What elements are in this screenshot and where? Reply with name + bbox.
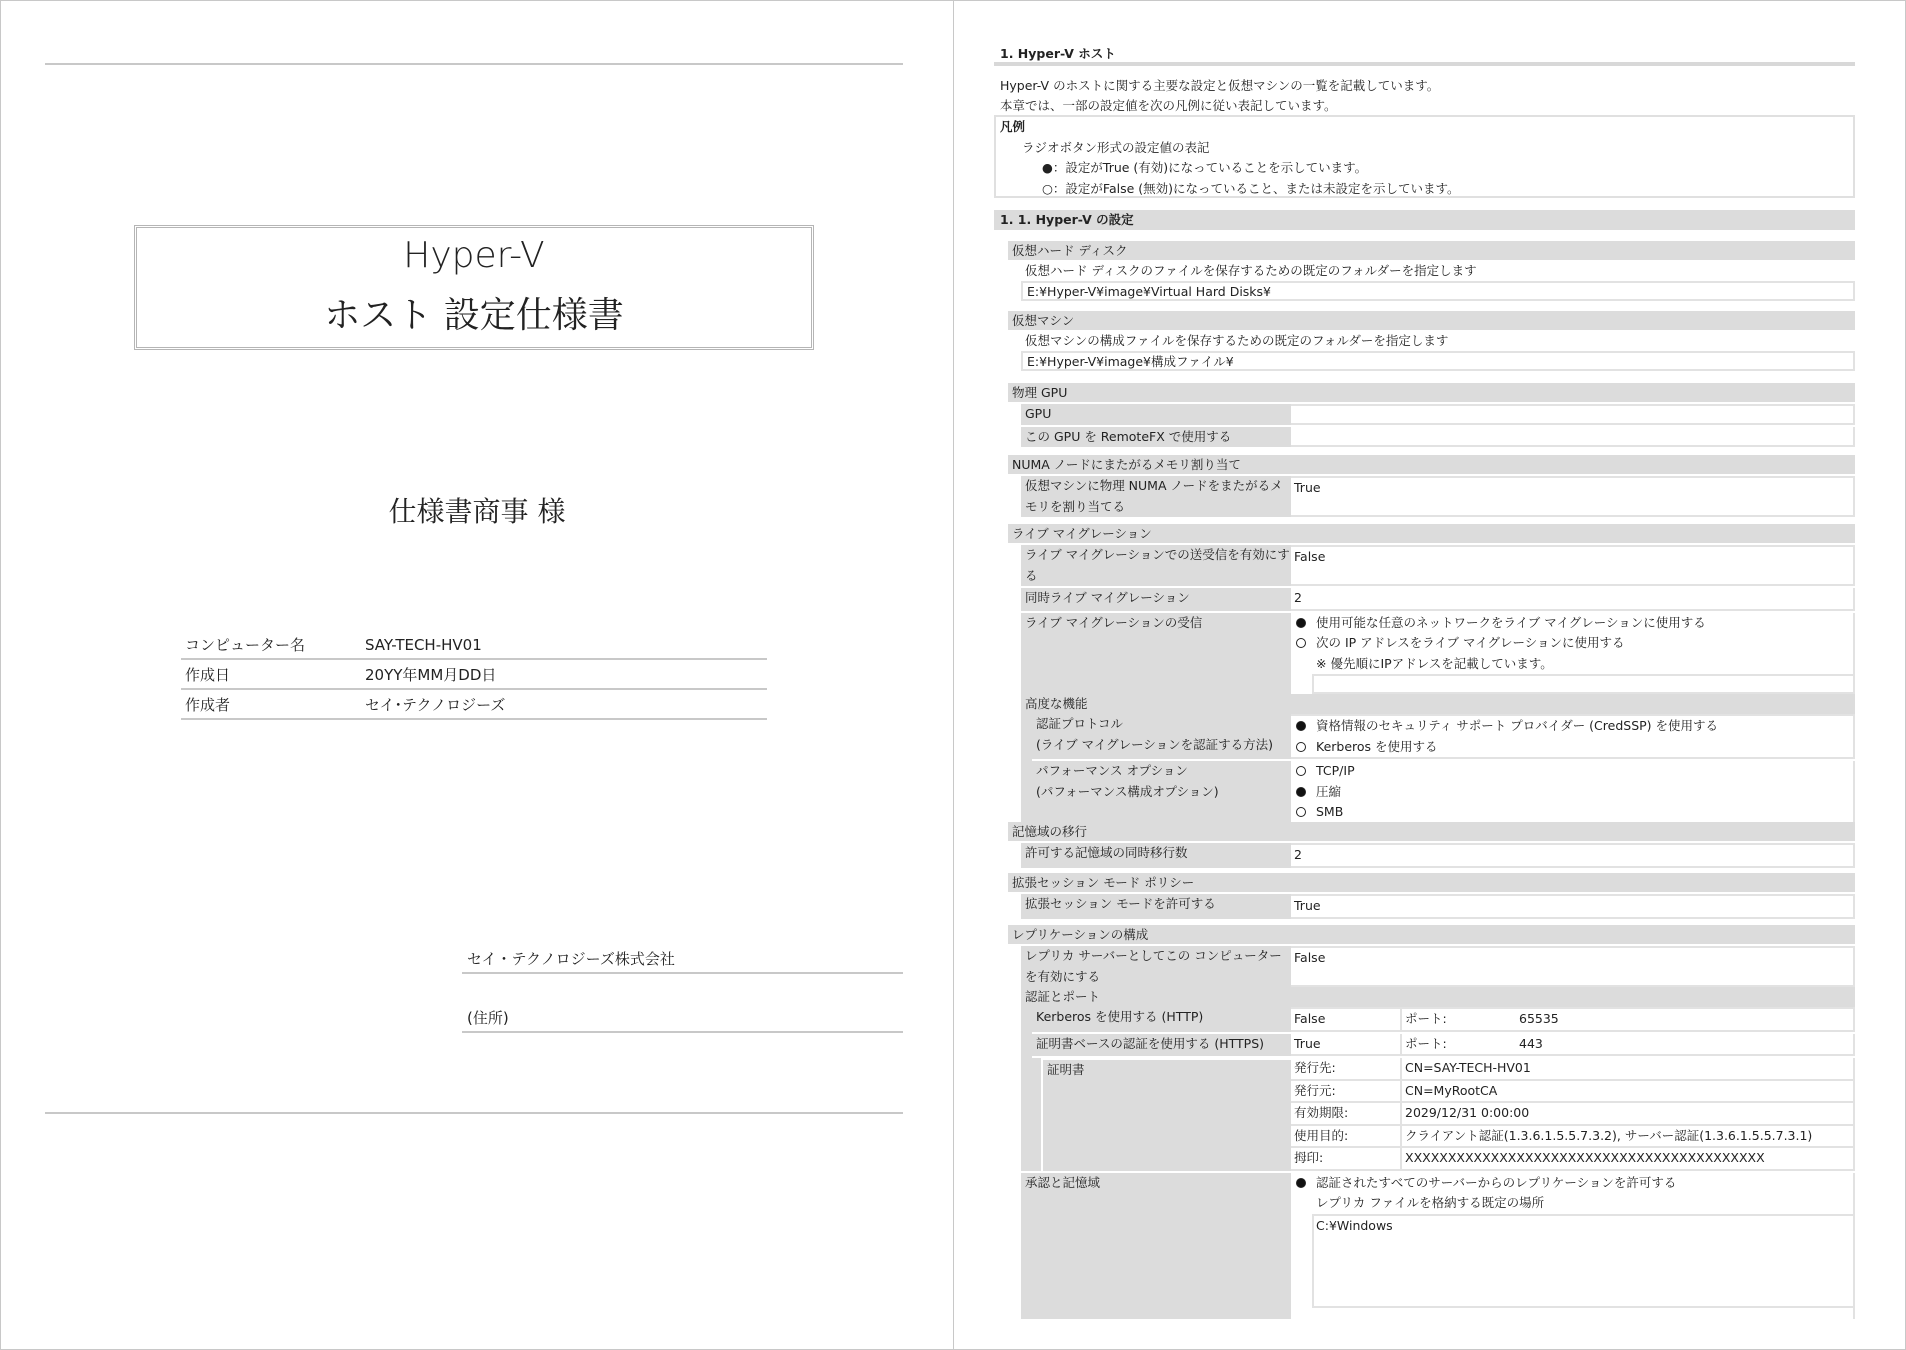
group-header: ライブ マイグレーション (1008, 524, 1855, 543)
vhd-group (994, 241, 1855, 301)
row-value (1291, 427, 1855, 448)
doc-title: Hyper-V (403, 235, 545, 276)
row-value: 2 (1291, 843, 1855, 868)
row-label: この GPU を RemoteFX で使用する (1021, 427, 1291, 448)
radio-off-icon (1296, 742, 1306, 752)
row-value (1291, 404, 1855, 425)
row-label: 証明書 (1043, 1058, 1291, 1171)
table-row (1021, 474, 1855, 517)
port-value: 65535 (1519, 1011, 1559, 1026)
table-row (1021, 611, 1855, 695)
chapter-heading: 1. Hyper-V ホスト (994, 45, 1855, 66)
replication-group (994, 925, 1855, 1319)
advanced-features (1021, 714, 1855, 825)
subgroup-header: 認証とポート (1021, 987, 1855, 1007)
cert-details (1291, 1058, 1855, 1171)
section-heading: 1. 1. Hyper-V の設定 (994, 210, 1855, 230)
info-label: 作成者 (185, 696, 231, 714)
store-label: レプリカ ファイルを格納する既定の場所 (1316, 1195, 1545, 1210)
row-value: 2 (1291, 588, 1855, 611)
legend-off: ○：設定がFalse (無効)になっていること、または未設定を示しています。 (1042, 180, 1460, 196)
radio-off-icon (1296, 638, 1306, 648)
table-row (1021, 402, 1855, 425)
radio-option (1294, 782, 1853, 803)
label-line: 認証プロトコル (1036, 716, 1124, 731)
row-value: True (1291, 894, 1855, 919)
option-label: Kerberos を使用する (1316, 738, 1438, 754)
group-header: NUMA ノードにまたがるメモリ割り当て (1008, 455, 1855, 474)
cert-label-cell (1032, 1058, 1291, 1171)
company-name: セイ・テクノロジーズ株式会社 (462, 944, 903, 974)
numa-group (994, 455, 1855, 517)
radio-off-icon (1296, 807, 1306, 817)
group-header: 物理 GPU (1008, 383, 1855, 402)
row-value (1291, 761, 1855, 825)
cert-key: 有効期限: (1291, 1103, 1402, 1126)
live-migration-group (994, 524, 1855, 825)
table-row (1032, 714, 1855, 759)
row-value: False (1291, 1007, 1402, 1032)
port-label: ポート: (1405, 1035, 1447, 1051)
row-label: ライブ マイグレーションの受信 (1021, 613, 1291, 695)
port-cell (1402, 1034, 1855, 1057)
info-row (181, 690, 767, 720)
intro-text: Hyper-V のホストに関する主要な設定と仮想マシンの一覧を記載しています。 (1000, 78, 1440, 93)
option-label: SMB (1316, 804, 1344, 819)
storage-migration-group (994, 822, 1855, 868)
info-label: コンピューター名 (185, 636, 306, 654)
row-value (1291, 613, 1855, 695)
info-value: 20YY年MM月DD日 (365, 666, 497, 684)
cert-value: CN=MyRootCA (1402, 1081, 1855, 1104)
row-label: 証明書ベースの認証を使用する (HTTPS) (1032, 1034, 1291, 1057)
ip-list-field (1312, 674, 1853, 694)
cert-key: 発行元: (1291, 1081, 1402, 1104)
table-row (1021, 586, 1855, 611)
group-header: 拡張セッション モード ポリシー (1008, 873, 1855, 892)
row-label: 同時ライブ マイグレーション (1021, 588, 1291, 611)
radio-option (1294, 802, 1853, 823)
group-desc: 仮想マシンの構成ファイルを保存するための既定のフォルダーを指定します (1025, 333, 1449, 348)
option-label: 使用可能な任意のネットワークをライブ マイグレーションに使用する (1316, 614, 1706, 630)
row-label: 許可する記憶域の同時移行数 (1021, 843, 1291, 868)
table-row (1032, 1007, 1855, 1032)
row-label: 仮想マシンに物理 NUMA ノードをまたがるメモリを割り当てる (1021, 476, 1291, 517)
radio-on-icon (1296, 787, 1306, 797)
divider (45, 63, 903, 65)
client-name: 仕様書商事 様 (388, 495, 566, 528)
row-value (1291, 714, 1855, 759)
group-header: レプリケーションの構成 (1008, 925, 1855, 944)
vm-path-field: E:¥Hyper-V¥image¥構成ファイル¥ (1021, 351, 1855, 371)
vm-group (994, 311, 1855, 371)
cert-value: 2029/12/31 0:00:00 (1402, 1103, 1855, 1126)
port-cell (1402, 1007, 1855, 1032)
table-row (1021, 425, 1855, 448)
row-label: 承認と記憶域 (1021, 1173, 1291, 1319)
row-label (1032, 714, 1291, 759)
info-value: SAY-TECH-HV01 (365, 636, 482, 654)
cert-key: 発行先: (1291, 1058, 1402, 1081)
radio-option (1294, 716, 1853, 737)
cert-key: 拇印: (1291, 1148, 1402, 1171)
row-label: Kerberos を使用する (HTTP) (1032, 1007, 1291, 1032)
title-box (134, 225, 814, 350)
row-label: ライブ マイグレーションでの送受信を有効にする (1021, 545, 1291, 586)
option-label: 認証されたすべてのサーバーからのレプリケーションを許可する (1316, 1174, 1677, 1190)
label-line: (ライブ マイグレーションを認証する方法) (1036, 736, 1273, 752)
divider (45, 1112, 903, 1114)
info-label: 作成日 (185, 666, 231, 684)
cert-field (1291, 1126, 1855, 1149)
table-row (1021, 892, 1855, 919)
row-value (1291, 1173, 1855, 1319)
auth-port (1021, 1007, 1855, 1171)
legend-subtitle: ラジオボタン形式の設定値の表記 (1022, 139, 1210, 155)
cert-row (1032, 1056, 1855, 1171)
row-value: False (1291, 946, 1855, 987)
intro-text: 本章では、一部の設定値を次の凡例に従い表記しています。 (1000, 98, 1337, 113)
table-row (1032, 759, 1855, 825)
company-address: (住所) (462, 1003, 903, 1033)
radio-option (1294, 761, 1853, 782)
option-label: TCP/IP (1316, 763, 1355, 778)
radio-on-icon (1296, 618, 1306, 628)
option-label: 次の IP アドレスをライブ マイグレーションに使用する (1316, 635, 1625, 650)
row-value: True (1291, 1034, 1402, 1057)
cert-field (1291, 1103, 1855, 1126)
option-label: 圧縮 (1316, 783, 1342, 799)
subgroup-header: 高度な機能 (1021, 694, 1855, 714)
cert-key: 使用目的: (1291, 1126, 1402, 1149)
port-label: ポート: (1405, 1011, 1447, 1026)
cert-field (1291, 1058, 1855, 1081)
row-label: GPU (1021, 404, 1291, 425)
row-label: 拡張セッション モードを許可する (1021, 894, 1291, 919)
option-label: 資格情報のセキュリティ サポート プロバイダー (CredSSP) を使用する (1316, 718, 1719, 733)
table-row (1032, 1032, 1855, 1057)
group-desc: 仮想ハード ディスクのファイルを保存するための既定のフォルダーを指定します (1025, 263, 1477, 278)
group-header: 仮想マシン (1008, 311, 1855, 330)
info-table (181, 630, 767, 720)
legend-title: 凡例 (1000, 119, 1026, 134)
radio-option (1294, 613, 1853, 634)
cert-value: XXXXXXXXXXXXXXXXXXXXXXXXXXXXXXXXXXXXXXXXXX (1402, 1148, 1855, 1171)
legend-on: ●：設定がTrue (有効)になっていることを示しています。 (1042, 160, 1368, 175)
row-label (1032, 761, 1291, 825)
info-row (181, 630, 767, 660)
label-line: (パフォーマンス構成オプション) (1036, 783, 1219, 799)
radio-off-icon (1296, 766, 1306, 776)
info-value: セイ･テクノロジーズ (365, 696, 506, 714)
label-line: パフォーマンス オプション (1036, 763, 1188, 778)
radio-option (1294, 633, 1853, 654)
enhanced-session-group (994, 873, 1855, 919)
table-row (1021, 1171, 1855, 1319)
cert-value: CN=SAY-TECH-HV01 (1402, 1058, 1855, 1081)
vhd-path-field: E:¥Hyper-V¥image¥Virtual Hard Disks¥ (1021, 281, 1855, 301)
radio-option (1294, 1173, 1853, 1194)
gpu-group (994, 383, 1855, 447)
group-header: 記憶域の移行 (1008, 822, 1855, 841)
port-value: 443 (1519, 1035, 1543, 1051)
legend-box (994, 115, 1855, 198)
ip-note: ※ 優先順にIPアドレスを記載しています。 (1316, 655, 1553, 671)
cert-value: クライアント認証(1.3.6.1.5.5.7.3.2), サーバー認証(1.3.6.1.5.5.7.3.1) (1402, 1126, 1855, 1149)
group-header: 仮想ハード ディスク (1008, 241, 1855, 260)
radio-option (1294, 737, 1853, 758)
table-row (1021, 944, 1855, 987)
table-row (1021, 841, 1855, 868)
radio-on-icon (1296, 721, 1306, 731)
row-label: レプリカ サーバーとしてこの コンピューターを有効にする (1021, 946, 1291, 987)
doc-subtitle: ホスト 設定仕様書 (324, 295, 624, 336)
cert-field (1291, 1148, 1855, 1171)
cert-field (1291, 1081, 1855, 1104)
row-value: True (1291, 476, 1855, 517)
radio-on-icon (1296, 1178, 1306, 1188)
info-row (181, 660, 767, 690)
row-value: False (1291, 545, 1855, 586)
table-row (1021, 543, 1855, 586)
store-path-field: C:¥Windows (1312, 1214, 1853, 1308)
